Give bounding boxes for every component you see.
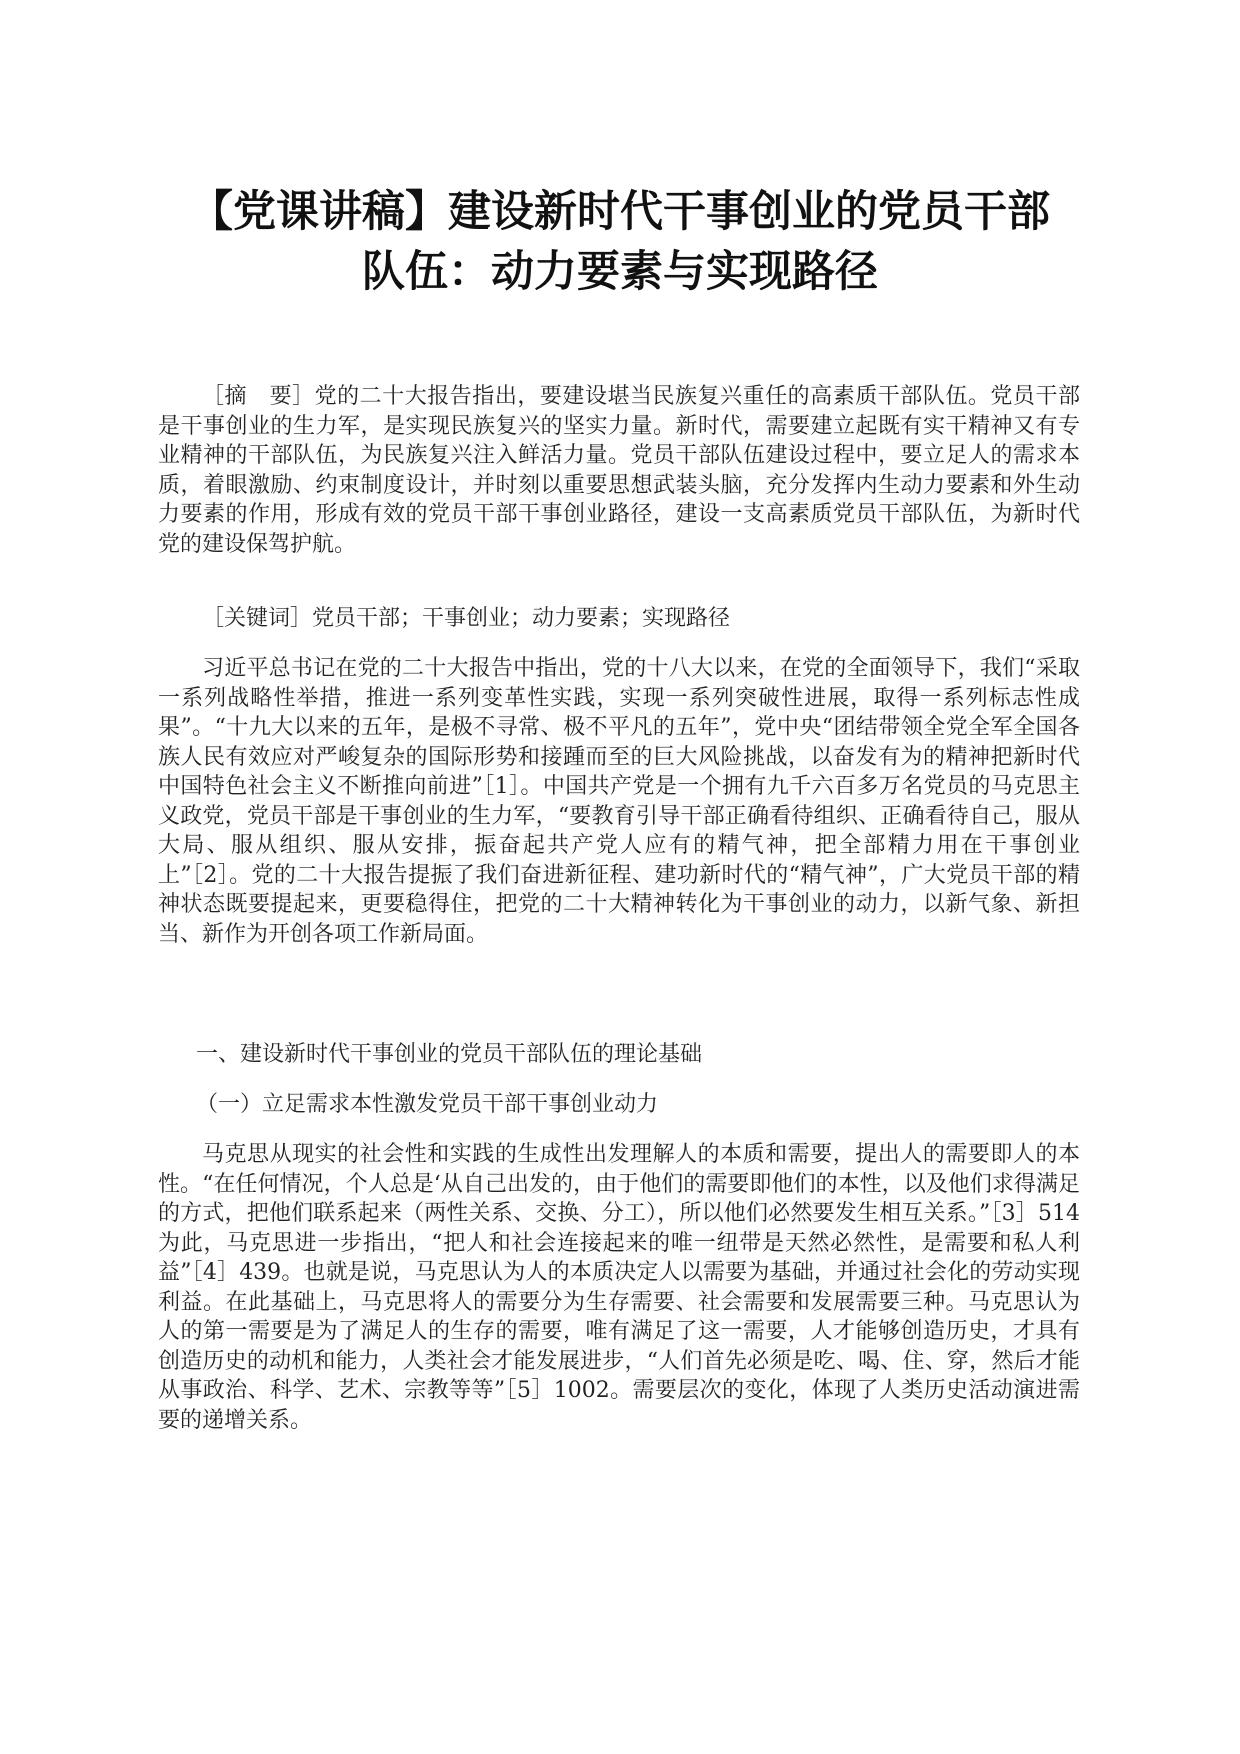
abstract-paragraph: ［摘 要］党的二十大报告指出，要建设堪当民族复兴重任的高素质干部队伍。党员干部是干事创业的生力军，是实现民族复兴的坚实力量。新时代，需要建立起既有实干精神又有专业精神的干部队伍，为民族复兴注入鲜活力量。党员干部队伍建设过程中，要立足人的需求本质，着眼激励、约束制度设计，并时刻以重要思想武装头脑，充分发挥内生动力要素和外生动力要素的作用，形成有效的党员干部干事创业路径，建设一支高素质党员干部队伍，为新时代党的建设保驾护航。 [158,384,1080,557]
keywords-paragraph: ［关键词］党员干部；干事创业；动力要素；实现路径 [202,606,731,631]
document-title [140,182,1100,302]
intro-paragraph: 习近平总书记在党的二十大报告中指出，党的十八大以来，在党的全面领导下，我们“采取一系列战略性举措，推进一系列变革性实践，实现一系列突破性进展，取得一系列标志性成果”。“十九大以来的五年，是极不寻常、极不平凡的五年”，党中央“团结带领全党全军全国各族人民有效应对严峻复杂的国际形势和接踵而至的巨大风险挑战，以奋发有为的精神把新时代中国特色社会主义不断推向前进”［1］。中国共产党是一个拥有九千六百多万名党员的马克思主义政党，党员干部是干事创业的生力军，“要教育引导干部正确看待组织、正确看待自己，服从大局、服从组织、服从安排，振奋起共产党人应有的精气神，把全部精力用在干事创业上”［2］。党的二十大报告提振了我们奋进新征程、建功新时代的“精气神”，广大党员干部的精神状态既要提起来，更要稳得住，把党的二十大精神转化为干事创业的动力，以新气象、新担当、新作为开创各项工作新局面。 [158,656,1081,947]
title-line-1: 【党课讲稿】建设新时代干事创业的党员干部 [190,187,1050,237]
subsection-heading: （一）立足需求本性激发党员干部干事创业动力 [196,1092,659,1117]
section-heading: 一、建设新时代干事创业的党员干部队伍的理论基础 [196,1042,703,1067]
body-paragraph: 马克思从现实的社会性和实践的生成性出发理解人的本质和需要，提出人的需要即人的本性。“在任何情况，个人总是‘从自己出发的，由于他们的需要即他们的本性，以及他们求得满足的方式，把他们联系起来（两性关系、交换、分工），所以他们必然要发生相互关系。”［3］514 为此，马克思进一步指出，“把人和社会连接起来的唯一纽带是天然必然性，是需要和私人利益”［4］439。也就是说，马克思认为人的本质决定人以需要为基础，并通过社会化的劳动实现利益。在此基础上，马克思将人的需要分为生存需要、社会需要和发展需要三种。马克思认为人的第一需要是为了满足人的生存的需要，唯有满足了这一需要，人才能够创造历史，才具有创造历史的动机和能力，人类社会才能发展进步，“人们首先必须是吃、喝、住、穿，然后才能从事政治、科学、艺术、宗教等等”［5］1002。需要层次的变化，体现了人类历史活动演进需要的递增关系。 [158,1142,1080,1433]
title-line-2: 队伍：动力要素与实现路径 [362,247,878,297]
